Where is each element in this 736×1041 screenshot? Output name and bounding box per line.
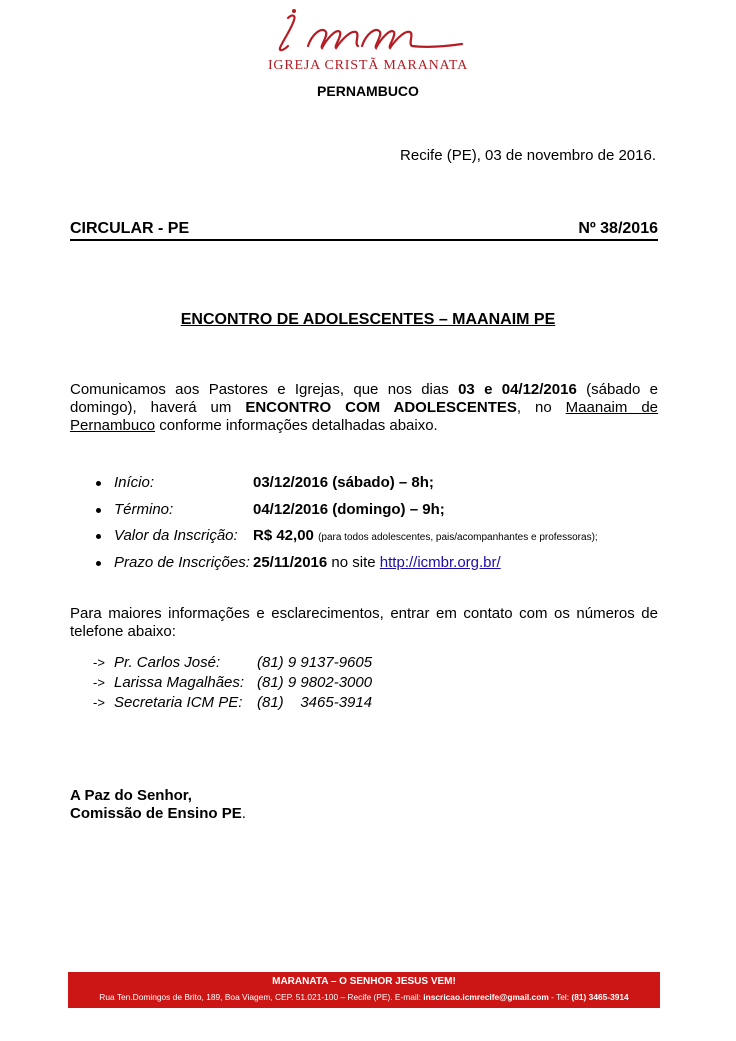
contact-row [93,674,593,694]
intro-paragraph [70,381,658,435]
fee-note: (para todos adolescentes, pais/acompanhantes e professoras); [318,532,598,543]
intro-dates: 03 e 04/12/2016 [458,381,577,398]
circular-header [70,220,658,241]
list-item-start [96,473,696,500]
footer-email[interactable]: inscricao.icmrecife@gmail.com [423,992,549,1002]
circular-number: Nº 38/2016 [578,220,658,237]
church-name: IGREJA CRISTÃ MARANATA [267,58,469,73]
deadline-site-text: no site [331,553,376,571]
intro-text-3: , no [516,399,566,416]
closing-signature [70,787,246,823]
icm-monogram-logo [258,6,478,58]
intro-text-1: Comunicamos aos Pastores e Igrejas, que nos dias [70,381,459,398]
footer-contact [70,992,658,1002]
contact-phone: (81) 3465-3914 [257,694,373,711]
list-item-deadline [96,553,696,580]
deadline-value: 25/11/2016 [253,553,328,571]
list-item-fee [96,526,696,553]
intro-text-4: conforme informações detalhadas abaixo. [155,417,438,434]
circular-label: CIRCULAR - PE [70,220,190,237]
event-details-list [96,473,696,579]
contact-name: Pr. Carlos José: [114,654,221,671]
contact-name: Secretaria ICM PE: [114,694,243,711]
closing-signer: Comissão de Ensino PE [70,805,242,822]
date-line: Recife (PE), 03 de novembro de 2016. [400,147,656,164]
start-label: Início: [114,474,155,491]
end-label: Término: [114,500,174,518]
closing-greeting: A Paz do Senhor, [70,787,192,804]
closing-period: . [241,805,246,822]
contact-list [93,654,593,714]
state-heading: PERNAMBUCO [317,83,419,99]
fee-value: R$ 42,00 [253,527,314,544]
bullet-icon [96,508,101,513]
footer-address: Rua Ten.Domingos de Brito, 189, Boa Viagem, CEP. 51.021-100 – Recife (PE). E-mail: [99,992,424,1002]
intro-location: Maanaim de Pernambuco [70,399,659,434]
bullet-icon [96,561,101,566]
fee-label: Valor da Inscrição: [114,527,238,544]
contact-name: Larissa Magalhães: [114,674,245,691]
footer-tel: (81) 3465-3914 [571,992,629,1002]
footer-motto: MARANATA – O SENHOR JESUS VEM! [272,976,456,987]
contact-row [93,654,593,674]
end-value: 04/12/2016 (domingo) – 9h; [253,500,445,518]
bullet-icon [96,534,101,539]
intro-text-2: (sábado e domingo), haverá um [70,381,658,416]
footer-tel-label: - Tel: [548,992,572,1002]
contact-phone: (81) 9 9802-3000 [257,674,373,691]
list-item-end [96,500,696,527]
info-paragraph: Para maiores informações e esclarecimentos, entrar em contato com os números de telefone abaixo: [70,605,658,640]
arrow-icon: -> [93,695,105,710]
intro-event: ENCONTRO COM ADOLESCENTES [245,399,517,416]
start-value: 03/12/2016 (sábado) – 8h; [253,474,434,491]
arrow-icon: -> [93,655,105,670]
registration-link[interactable]: http://icmbr.org.br/ [379,553,501,571]
footer-banner [68,972,660,1008]
contact-row [93,694,593,714]
arrow-icon: -> [93,675,105,690]
contact-phone: (81) 9 9137-9605 [257,654,373,671]
document-title [0,311,736,329]
bullet-icon [96,481,101,486]
deadline-label: Prazo de Inscrições: [114,553,250,571]
title-text: ENCONTRO DE ADOLESCENTES – MAANAIM PE [180,311,556,328]
